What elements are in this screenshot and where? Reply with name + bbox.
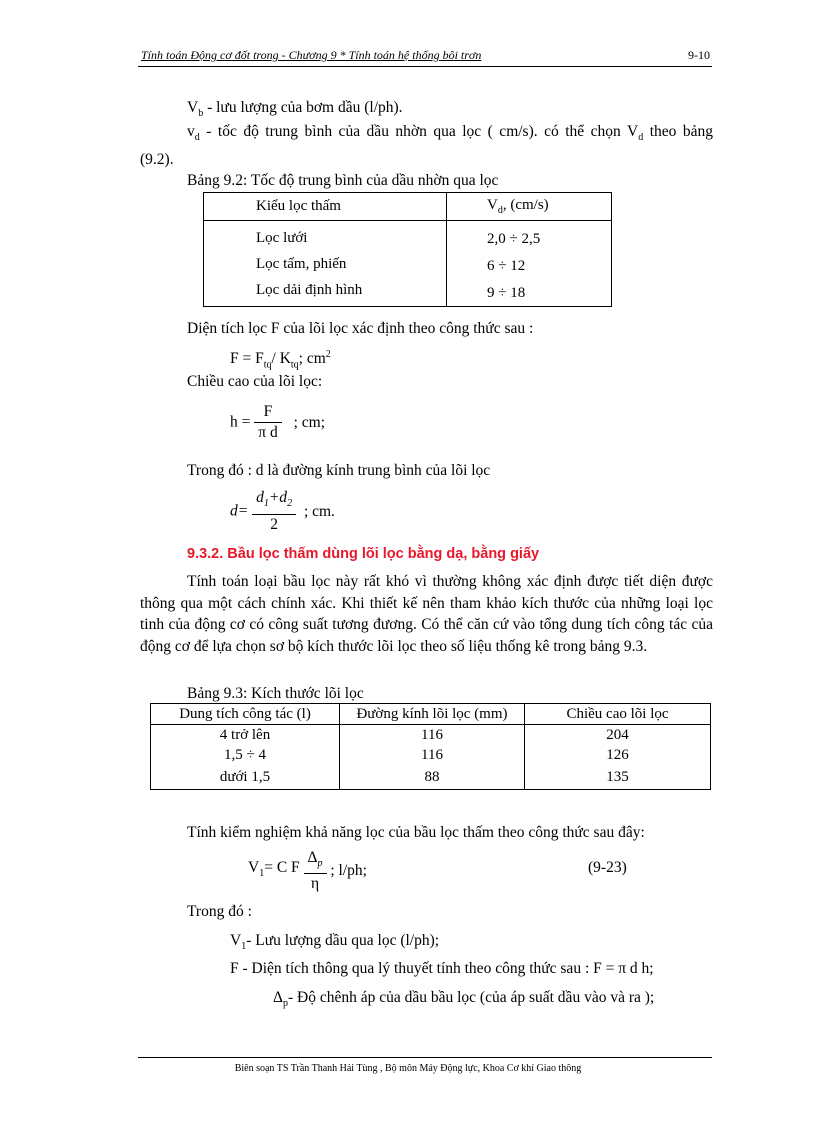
header-rule — [138, 66, 712, 67]
diameter-lhs: d= — [230, 502, 249, 520]
area-sub2: tq — [290, 359, 299, 371]
table-row — [151, 765, 711, 790]
verify-unit: ; l/ph; — [330, 862, 367, 880]
dp-definition — [273, 989, 654, 1013]
table-cell: 126 — [606, 747, 629, 763]
area-formula-c: ; cm — [298, 350, 326, 368]
v1-def-symbol: V — [230, 932, 242, 949]
table-cell-speed: 6 ÷ 12 — [487, 258, 526, 274]
height-text: Chiều cao của lõi lọc: — [187, 373, 323, 390]
area-formula-a: F = F — [230, 350, 264, 368]
table-row — [204, 251, 612, 279]
diameter-num-sub1: 1 — [263, 498, 269, 510]
table-cell: 116 — [340, 745, 525, 765]
verify-fraction — [304, 848, 327, 893]
vd-text-line2: (9.2). — [140, 151, 174, 169]
table-cell: 88 — [340, 765, 525, 790]
vb-definition — [187, 99, 403, 123]
height-unit: ; cm; — [293, 413, 326, 431]
table-row — [204, 279, 612, 307]
table-cell-type: Lọc dải định hình — [204, 279, 447, 307]
vd-text-b: theo bảng — [643, 123, 713, 140]
table-cell: 135 — [606, 769, 629, 785]
where-label: Trong đó : — [187, 903, 252, 920]
verify-formula — [248, 848, 367, 893]
vb-text: - lưu lượng của bơm dầu (l/ph). — [203, 99, 403, 116]
table-header-diameter: Đường kính lõi lọc (mm) — [340, 704, 525, 725]
table-header-height: Chiều cao lõi lọc — [525, 704, 711, 725]
section-heading: 9.3.2. Bầu lọc thấm dùng lõi lọc bằng dạ, bằng giấy — [187, 546, 540, 562]
table-header-type: Kiểu lọc thấm — [204, 193, 447, 221]
table-9-2 — [203, 192, 612, 307]
v1-definition — [230, 932, 439, 956]
vd-subscript: d — [194, 132, 200, 144]
verify-text: Tính kiểm nghiệm khả năng lọc của bầu lọc thấm theo công thức sau đây: — [187, 824, 645, 841]
table-cell: 4 trở lên — [151, 725, 340, 746]
area-sub1: tq — [263, 359, 272, 371]
dp-text: - Độ chênh áp của dầu bầu lọc (của áp suất dầu vào và ra ); — [287, 989, 655, 1006]
area-formula-b: / K — [271, 350, 291, 368]
v1-subscript: 1 — [259, 868, 265, 880]
area-formula — [230, 346, 331, 374]
diameter-den: 2 — [270, 516, 278, 534]
v1-def-subscript: 1 — [241, 941, 247, 953]
table-cell-type: Lọc lưới — [204, 221, 447, 251]
height-formula — [230, 402, 325, 443]
page-footer: Biên soạn TS Trần Thanh Hải Tùng , Bộ môn Máy Động lực, Khoa Cơ khí Giao thông — [234, 1063, 582, 1074]
table-9-2-caption: Bảng 9.2: Tốc độ trung bình của dầu nhờn qua lọc — [187, 172, 499, 189]
vd-header-symbol: V — [487, 197, 498, 213]
table-header-row — [151, 704, 711, 725]
area-sup: 2 — [325, 349, 331, 360]
table-header-capacity: Dung tích công tác (l) — [151, 704, 340, 725]
diameter-text: Trong đó : d là đường kính trung bình của lõi lọc — [187, 462, 491, 479]
table-cell: dưới 1,5 — [151, 765, 340, 790]
delta-symbol: Δ — [307, 849, 318, 866]
v1-rest: = C F — [264, 859, 300, 876]
table-header-speed — [447, 193, 612, 221]
running-header: Tính toán Động cơ đốt trong - Chương 9 * Tính toán hệ thống bôi trơn — [141, 48, 482, 62]
v1-def-text: - Lưu lượng dầu qua lọc (l/ph); — [246, 932, 440, 949]
table-row — [151, 725, 711, 746]
table-cell: 1,5 ÷ 4 — [151, 745, 340, 765]
delta-subscript: p — [317, 858, 323, 870]
footer-rule — [138, 1057, 712, 1058]
diameter-fraction — [252, 488, 296, 535]
vd-text-a: - tốc độ trung bình của dầu nhờn qua lọc ( cm/s). có thể chọn V — [199, 123, 639, 140]
table-row — [204, 221, 612, 251]
table-cell: 116 — [340, 725, 525, 746]
diameter-unit: ; cm. — [303, 502, 335, 520]
f-definition: F - Diện tích thông qua lý thuyết tính theo công thức sau : F = π d h; — [230, 960, 654, 977]
equation-number: (9-23) — [588, 859, 627, 876]
diameter-num-a: d — [256, 489, 264, 506]
height-den: π d — [258, 424, 278, 441]
dp-subscript: p — [282, 998, 288, 1010]
vb-subscript: b — [198, 108, 204, 120]
area-text: Diện tích lọc F của lõi lọc xác định theo công thức sau : — [187, 320, 534, 337]
height-fraction — [254, 402, 281, 443]
table-9-3 — [150, 703, 711, 790]
vd-header-subscript: d — [497, 205, 503, 216]
vd-definition — [140, 121, 713, 171]
table-cell: 204 — [606, 727, 629, 743]
section-paragraph: Tính toán loại bầu lọc này rất khó vì thường không xác định được tiết diện được thông qua một cách chính xác. Khi thiết kế nên tham khảo kích thước của những loại lọc tinh của động cơ có công suất tương đương. Có thể căn cứ vào tổng dung tích công tác của động cơ để lựa chọn sơ bộ kích thước lõi lọc theo số liệu thống kê trong bảng 9.3. — [140, 573, 713, 655]
diameter-num-plus: +d — [268, 489, 288, 506]
vd-symbol: v — [187, 123, 195, 140]
table-row — [151, 745, 711, 765]
table-cell-speed: 2,0 ÷ 2,5 — [487, 231, 541, 248]
table-9-3-caption: Bảng 9.3: Kích thước lõi lọc — [187, 685, 364, 702]
height-lhs: h = — [230, 413, 251, 431]
vd-subscript-2: d — [638, 132, 644, 144]
dp-symbol: Δ — [273, 989, 283, 1006]
vd-header-unit: , (cm/s) — [502, 197, 549, 213]
vb-symbol: V — [187, 99, 199, 116]
table-cell-type: Lọc tấm, phiến — [204, 251, 447, 279]
diameter-num-sub2: 2 — [287, 498, 293, 510]
v1-symbol: V — [248, 859, 260, 876]
table-header-row — [204, 193, 612, 221]
height-num: F — [254, 402, 281, 423]
table-cell-speed: 9 ÷ 18 — [487, 284, 526, 301]
diameter-formula — [230, 488, 335, 535]
eta-symbol: η — [310, 875, 320, 893]
page-number: 9-10 — [688, 48, 710, 62]
